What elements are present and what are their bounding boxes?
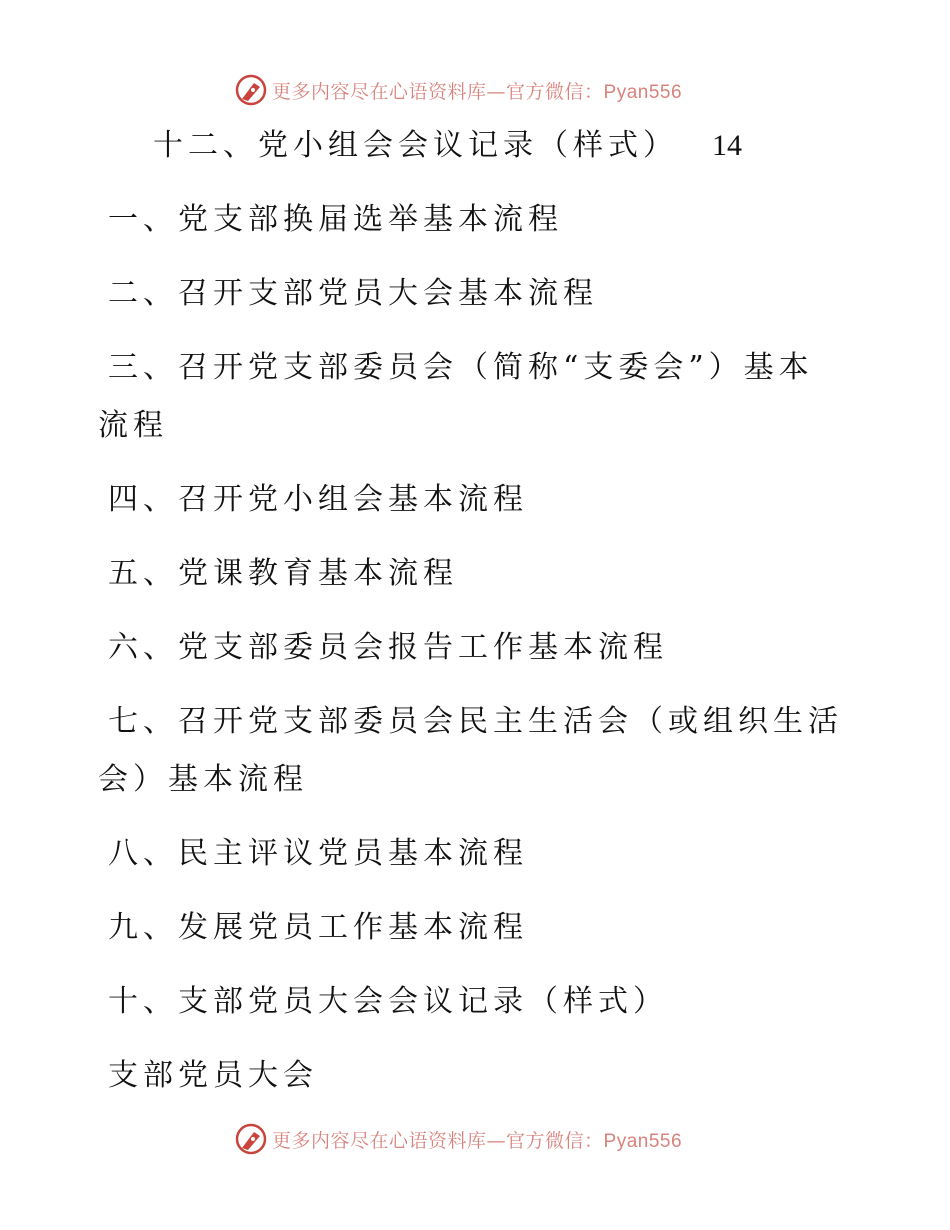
section-heading-3: 三、召开党支部委员会（简称“支委会”）基本 bbox=[108, 350, 814, 385]
section-heading-9: 九、发展党员工作基本流程 bbox=[108, 910, 528, 945]
header-watermark bbox=[234, 72, 682, 108]
body-heading: 支部党员大会 bbox=[108, 1058, 318, 1093]
section-heading-5: 五、党课教育基本流程 bbox=[108, 556, 458, 591]
pen-nib-logo-icon bbox=[234, 1122, 268, 1156]
watermark-wechat-id: Pyan556 bbox=[603, 81, 683, 103]
section-heading-4: 四、召开党小组会基本流程 bbox=[108, 482, 528, 517]
section-heading-10: 十、支部党员大会会议记录（样式） bbox=[108, 984, 668, 1019]
watermark-text: 更多内容尽在心语资料库—官方微信：Pyan556 bbox=[272, 1129, 683, 1152]
section-heading-1: 一、党支部换届选举基本流程 bbox=[108, 202, 563, 237]
pen-nib-logo-icon bbox=[234, 73, 268, 107]
watermark-wechat-id: Pyan556 bbox=[603, 1130, 683, 1152]
section-heading-3-continued: 流程 bbox=[98, 408, 168, 443]
section-heading-7: 七、召开党支部委员会民主生活会（或组织生活 bbox=[108, 704, 843, 739]
section-heading-6: 六、党支部委员会报告工作基本流程 bbox=[108, 630, 668, 665]
section-heading-2: 二、召开支部党员大会基本流程 bbox=[108, 276, 598, 311]
toc-entry-title: 十二、党小组会会议记录（样式） bbox=[153, 128, 678, 163]
section-heading-8: 八、民主评议党员基本流程 bbox=[108, 836, 528, 871]
watermark-text: 更多内容尽在心语资料库—官方微信：Pyan556 bbox=[272, 80, 683, 103]
section-heading-7-continued: 会）基本流程 bbox=[98, 762, 308, 797]
toc-entry-page-number: 14 bbox=[712, 129, 742, 162]
footer-watermark bbox=[234, 1121, 682, 1157]
